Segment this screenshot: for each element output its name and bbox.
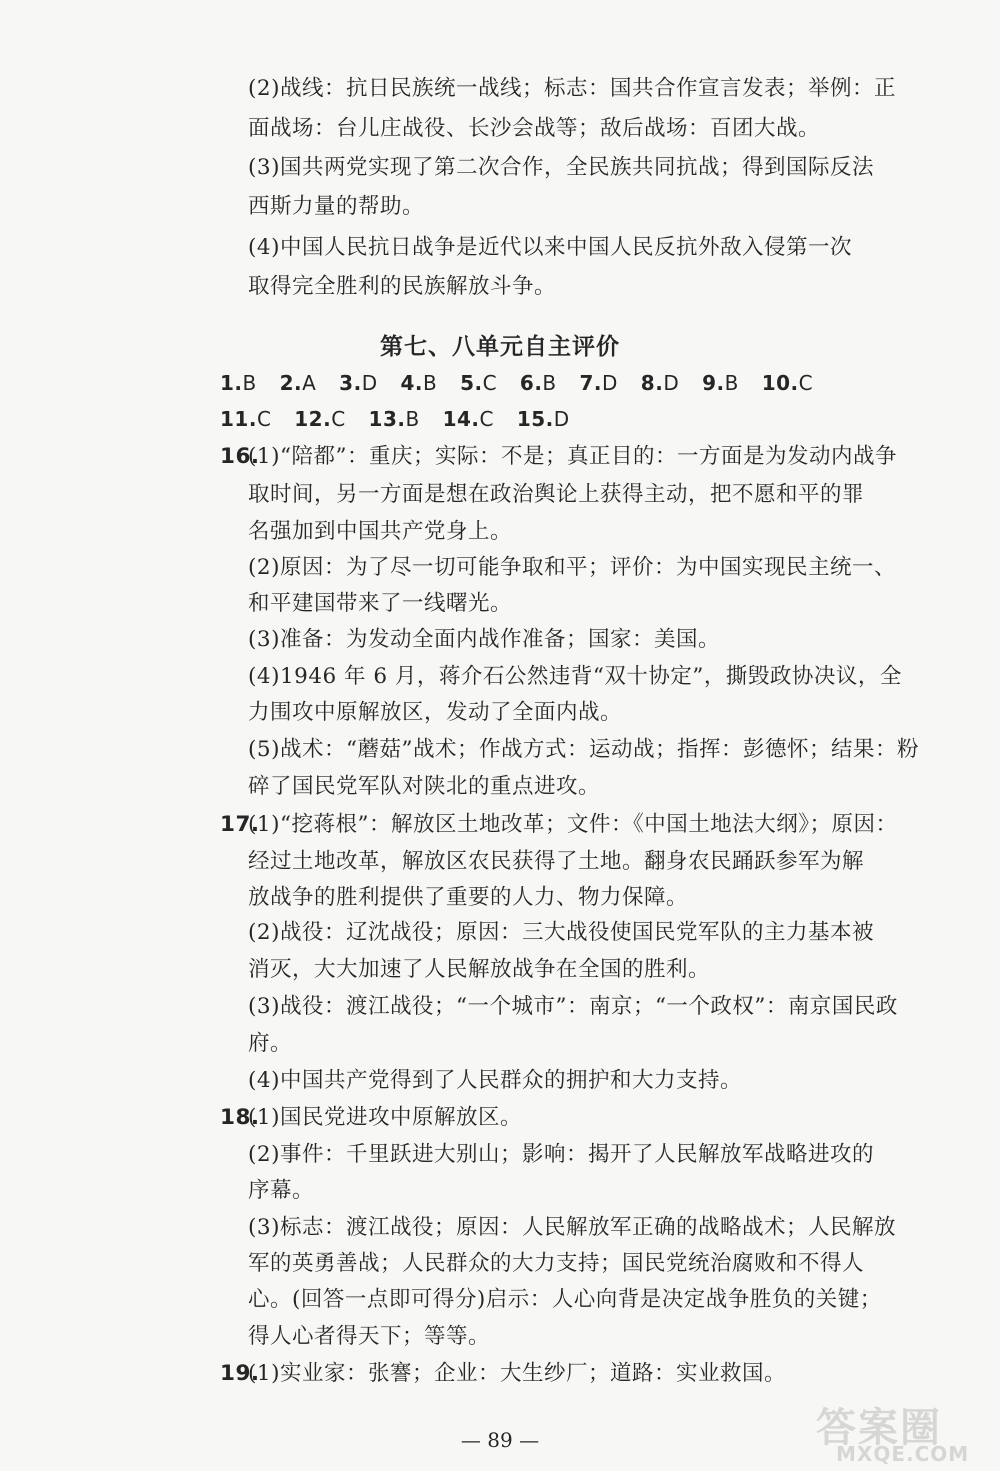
text-line: (5)战术：“蘑菇”战术；作战方式：运动战；指挥：彭德怀；结果：粉 bbox=[248, 737, 919, 762]
watermark-text: 答案圈 bbox=[816, 1405, 942, 1451]
watermark-logo bbox=[806, 1392, 992, 1467]
choice-answer: 9.B bbox=[702, 371, 739, 395]
text-line: (1)实业家：张謇；企业：大生纱厂；道路：实业救国。 bbox=[248, 1361, 786, 1386]
text-line: 放战争的胜利提供了重要的人力、物力保障。 bbox=[248, 885, 689, 910]
question-number: 19. bbox=[220, 1361, 260, 1386]
choice-answer: 3.D bbox=[339, 371, 378, 395]
text-line: 取得完全胜利的民族解放斗争。 bbox=[248, 274, 557, 299]
text-line: 得人心者得天下；等等。 bbox=[248, 1324, 491, 1349]
choice-answer: 7.D bbox=[579, 371, 618, 395]
question-number: 17. bbox=[220, 812, 260, 837]
text-line: (1)国民党进攻中原解放区。 bbox=[248, 1105, 522, 1130]
watermark-url: MXQE.COM bbox=[836, 1442, 970, 1466]
choice-answer: 15.D bbox=[516, 407, 570, 431]
text-line: (4)中国共产党得到了人民群众的拥护和大力支持。 bbox=[248, 1068, 742, 1093]
text-line: (2)原因：为了尽一切可能争取和平；评价：为中国实现民主统一、 bbox=[248, 555, 896, 580]
choice-answer: 11.C bbox=[220, 407, 272, 431]
page-number: — 89 — bbox=[460, 1428, 540, 1452]
text-line: 府。 bbox=[248, 1031, 293, 1056]
question-number: 18. bbox=[220, 1105, 260, 1130]
text-line: 面战场：台儿庄战役、长沙会战等；敌后战场：百团大战。 bbox=[248, 116, 821, 141]
text-line: 消灭，大大加速了人民解放战争在全国的胜利。 bbox=[248, 957, 711, 982]
text-line: (2)事件：千里跃进大别山；影响：揭开了人民解放军战略进攻的 bbox=[248, 1142, 874, 1167]
text-line: 和平建国带来了一线曙光。 bbox=[248, 591, 513, 616]
text-line: (2)战役：辽沈战役；原因：三大战役使国民党军队的主力基本被 bbox=[248, 920, 874, 945]
text-line: 经过土地改革，解放区农民获得了土地。翻身农民踊跃参军为解 bbox=[248, 849, 865, 874]
text-line: 名强加到中国共产党身上。 bbox=[248, 519, 513, 544]
text-line: 心。(回答一点即可得分)启示：人心向背是决定战争胜负的关键； bbox=[248, 1287, 882, 1312]
text-line: (4)中国人民抗日战争是近代以来中国人民反抗外敌入侵第一次 bbox=[248, 235, 852, 260]
text-line: (4)1946 年 6 月，蒋介石公然违背“双十协定”，撕毁政协决议，全 bbox=[248, 664, 902, 689]
text-line: (3)标志：渡江战役；原因：人民解放军正确的战略战术；人民解放 bbox=[248, 1215, 896, 1240]
choice-answers-row-2 bbox=[220, 404, 586, 434]
choice-answer: 13.B bbox=[368, 407, 420, 431]
text-line: (2)战线：抗日民族统一战线；标志：国共合作宣言发表；举例：正 bbox=[248, 76, 896, 101]
choice-answer: 10.C bbox=[761, 371, 814, 395]
choice-answer: 6.B bbox=[519, 371, 557, 395]
text-line: (1)“挖蒋根”：解放区土地改革；文件：《中国土地法大纲》；原因： bbox=[248, 812, 898, 837]
text-line: 军的英勇善战；人民群众的大力支持；国民党统治腐败和不得人 bbox=[248, 1251, 865, 1276]
choice-answer: 8.D bbox=[640, 371, 680, 395]
question-number: 16. bbox=[220, 444, 260, 469]
text-line: (3)准备：为发动全面内战作准备；国家：美国。 bbox=[248, 627, 720, 652]
section-title: 第七、八单元自主评价 bbox=[380, 333, 620, 360]
text-line: 力围攻中原解放区，发动了全面内战。 bbox=[248, 700, 623, 725]
text-line: 西斯力量的帮助。 bbox=[248, 194, 425, 219]
choice-answers-row-1 bbox=[220, 368, 829, 398]
choice-answer: 14.C bbox=[442, 407, 494, 431]
choice-answer: 12.C bbox=[294, 407, 346, 431]
text-line: 碎了国民党军队对陕北的重点进攻。 bbox=[248, 774, 601, 799]
choice-answer: 5.C bbox=[460, 371, 498, 395]
choice-answer: 1.B bbox=[220, 371, 257, 395]
text-line: 取时间，另一方面是想在政治舆论上获得主动，把不愿和平的罪 bbox=[248, 482, 865, 507]
choice-answer: 2.A bbox=[279, 371, 317, 395]
text-line: (3)国共两党实现了第二次合作，全民族共同抗战；得到国际反法 bbox=[248, 155, 874, 180]
text-line: (3)战役：渡江战役；“一个城市”：南京；“一个政权”：南京国民政 bbox=[248, 994, 898, 1019]
text-line: 序幕。 bbox=[248, 1178, 315, 1203]
choice-answer: 4.B bbox=[400, 371, 438, 395]
text-line: (1)“陪都”：重庆；实际：不是；真正目的：一方面是为发动内战争 bbox=[248, 444, 897, 469]
